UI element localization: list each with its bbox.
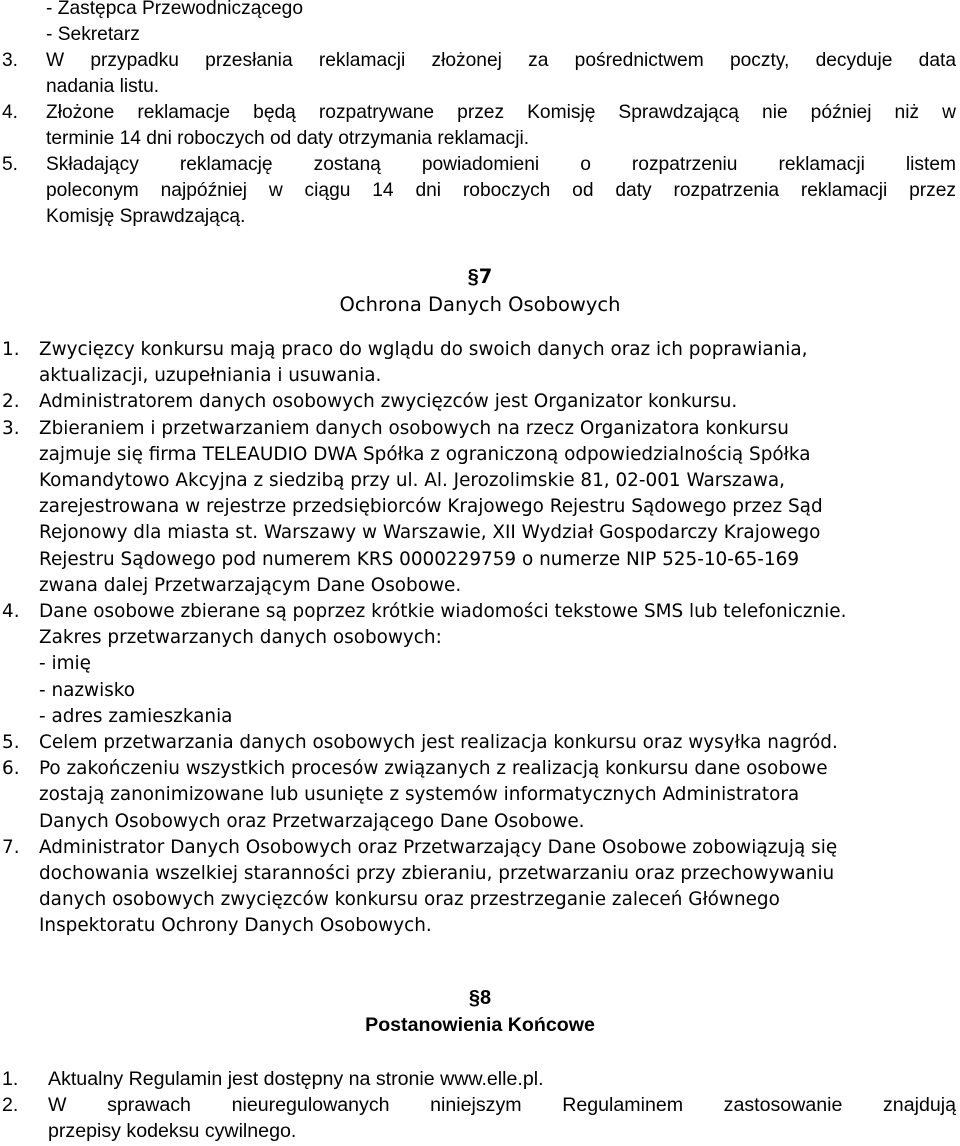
item-line: Komandytowo Akcyjna z siedzibą przy ul. Al. Jerozolimskie 81, 02-001 Warszawa, (39, 470, 785, 492)
item-line: Zakres przetwarzanych danych osobowych: (39, 627, 442, 649)
list-item (0, 152, 956, 230)
item-line: terminie 14 dni roboczych od daty otrzymania reklamacji. (46, 128, 530, 149)
list-item (0, 389, 960, 415)
item-number: 2. (2, 391, 20, 413)
item-line: zostają zanonimizowane lub usunięte z systemów informatycznych Administratora (39, 784, 800, 806)
item-line: Celem przetwarzania danych osobowych jest realizacja konkursu oraz wysyłka nagród. (39, 732, 838, 754)
item-line: Rejestru Sądowego pod numerem KRS 0000229759 o numerze NIP 525-10-65-169 (39, 548, 800, 570)
item-number: 5. (2, 732, 20, 754)
list-item (0, 599, 960, 730)
item-line: dochowania wszelkiej staranności przy zbieraniu, przetwarzaniu oraz przechowywaniu (39, 863, 835, 885)
item-number: 1. (2, 1068, 19, 1090)
section-number: 8 (480, 987, 492, 1009)
item-number: 3. (2, 50, 19, 71)
item-line: Złożone reklamacje będą rozpatrywane przez Komisję Sprawdzającą nie później niż w (46, 102, 956, 123)
item-line: W przypadku przesłania reklamacji złożonej za pośrednictwem poczty, decyduje data (46, 50, 956, 71)
item-number: 4. (2, 102, 19, 123)
item-line: zajmuje się firma TELEAUDIO DWA Spółka z ograniczoną odpowiedzialnością Spółka (39, 443, 811, 465)
item-number: 6. (2, 758, 20, 780)
item-line: danych osobowych zwycięzców konkursu oraz przestrzeganie zaleceń Głównego (39, 889, 780, 911)
item-number: 4. (2, 601, 20, 623)
list-item (0, 1066, 956, 1092)
item-number: 1. (2, 339, 20, 360)
list-item (0, 756, 960, 835)
item-line: Inspektoratu Ochrony Danych Osobowych. (39, 915, 432, 937)
list-item (0, 835, 960, 940)
section-sign: § (467, 266, 479, 288)
item-line: Administratorem danych osobowych zwycięzców jest Organizator konkursu. (39, 391, 738, 413)
item-line: Rejonowy dla miasta st. Warszawy w Warszawie, XII Wydział Gospodarczy Krajowego (39, 522, 821, 544)
item-line: Dane osobowe zbierane są poprzez krótkie wiadomości tekstowe SMS lub telefonicznie. (39, 601, 847, 623)
item-line: aktualizacji, uzupełniania i usuwania. (39, 365, 382, 387)
intro-section (0, 0, 956, 230)
item-line: Administrator Danych Osobowych oraz Przetwarzający Dane Osobowe zobowiązują się (39, 836, 838, 858)
section-8-list (0, 1066, 956, 1144)
list-item (0, 730, 960, 756)
item-number: 3. (2, 417, 20, 439)
section-8-title: Postanowienia Końcowe (365, 1014, 595, 1036)
section-number: 7 (478, 265, 493, 288)
item-line: Danych Osobowych oraz Przetwarzającego Dane Osobowe. (39, 810, 585, 832)
item-number: 5. (2, 154, 19, 175)
item-line: Po zakończeniu wszystkich procesów związanych z realizacją konkursu dane osobowe (39, 758, 828, 780)
dash-line: - Sekretarz (46, 24, 140, 45)
section-7-list (0, 337, 960, 940)
list-item (0, 48, 956, 100)
dash-line: - Zastępca Przewodniczącego (46, 0, 304, 19)
item-line: Składający reklamację zostaną powiadomieni o rozpatrzeniu reklamacji listem (46, 154, 956, 175)
section-7-title: Ochrona Danych Osobowych (339, 293, 621, 316)
section-8-number (0, 985, 960, 1011)
item-number: 7. (2, 836, 20, 858)
list-item (0, 337, 960, 389)
list-item (0, 416, 960, 599)
item-line: poleconym najpóźniej w ciągu 14 dni roboczych od daty rozpatrzenia reklamacji przez (46, 180, 956, 201)
item-line: Aktualny Regulamin jest dostępny na stronie www.elle.pl. (48, 1068, 544, 1090)
list-item (0, 1092, 956, 1118)
list-item (0, 100, 956, 152)
item-line: - adres zamieszkania (39, 705, 233, 727)
item-line: Zwycięzcy konkursu mają praco do wglądu do swoich danych oraz ich poprawiania, (39, 339, 808, 360)
item-line: nadania listu. (46, 76, 160, 97)
section-7-number (0, 264, 960, 290)
item-line: przepisy kodeksu cywilnego. (48, 1120, 297, 1142)
item-number: 2. (2, 1094, 19, 1116)
section-sign: § (468, 987, 480, 1009)
item-line: - nazwisko (39, 679, 136, 701)
item-line: Zbieraniem i przetwarzaniem danych osobowych na rzecz Organizatora konkursu (39, 417, 789, 439)
item-line: Komisję Sprawdzającą. (46, 206, 246, 227)
item-line: zwana dalej Przetwarzającym Dane Osobowe. (39, 574, 462, 596)
item-line: W sprawach nieuregulowanych niniejszym Regulaminem zastosowanie znajdują (48, 1094, 956, 1116)
item-line: - imię (39, 653, 91, 675)
item-line: zarejestrowana w rejestrze przedsiębiorców Krajowego Rejestru Sądowego przez Sąd (39, 496, 823, 518)
